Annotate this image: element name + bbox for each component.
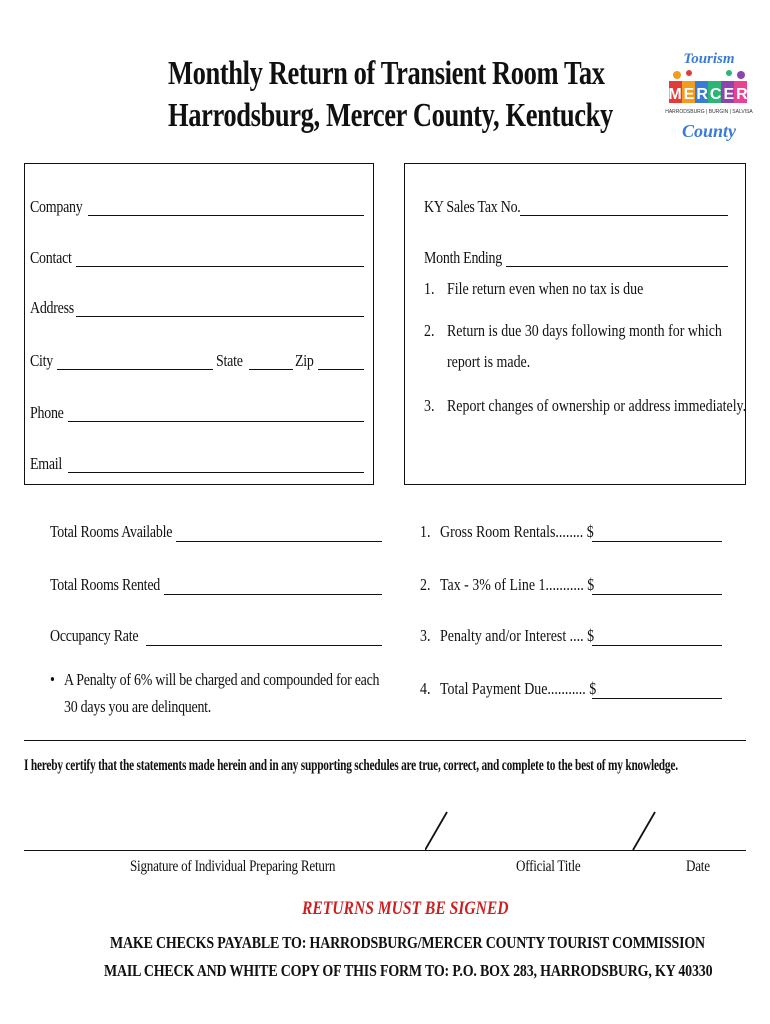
total-payment-due-label: Total Payment Due........... $ — [440, 679, 597, 698]
penalty-interest-field[interactable] — [592, 645, 722, 646]
returns-must-be-signed: RETURNS MUST BE SIGNED — [302, 898, 509, 919]
note-2-number: 2. — [424, 321, 435, 340]
email-label: Email — [30, 454, 63, 473]
penalty-note-line-2: 30 days you are delinquent. — [64, 697, 212, 716]
phone-label: Phone — [30, 403, 64, 422]
occupancy-rate-field[interactable] — [146, 645, 382, 646]
state-field[interactable] — [249, 369, 293, 370]
company-field[interactable] — [88, 215, 364, 216]
month-ending-field[interactable] — [506, 266, 728, 267]
company-label: Company — [30, 197, 83, 216]
title-line-1: Monthly Return of Transient Room Tax — [168, 55, 605, 92]
city-label: City — [30, 351, 54, 370]
title-line-2: Harrodsburg, Mercer County, Kentucky — [168, 97, 613, 134]
note-1-number: 1. — [424, 279, 435, 298]
phone-field[interactable] — [68, 421, 364, 422]
address-field[interactable] — [76, 316, 364, 317]
amount-2-number: 2. — [420, 575, 431, 594]
signature-slash-dividers — [425, 808, 665, 852]
signature-label: Signature of Individual Preparing Return — [130, 858, 336, 875]
penalty-note-line-1: A Penalty of 6% will be charged and compounded for each — [64, 670, 380, 689]
note-2-text: Return is due 30 days following month for which — [447, 321, 722, 340]
note-2-text-cont: report is made. — [447, 352, 531, 371]
total-rooms-rented-label: Total Rooms Rented — [50, 575, 160, 594]
note-3-number: 3. — [424, 396, 435, 415]
city-field[interactable] — [57, 369, 213, 370]
total-rooms-available-field[interactable] — [176, 541, 382, 542]
state-label: State — [216, 351, 243, 370]
total-rooms-available-label: Total Rooms Available — [50, 522, 173, 541]
address-label: Address — [30, 298, 74, 317]
total-payment-due-field[interactable] — [592, 698, 722, 699]
amount-4-number: 4. — [420, 679, 431, 698]
tax-field[interactable] — [592, 594, 722, 595]
gross-room-rentals-field[interactable] — [592, 541, 722, 542]
zip-field[interactable] — [318, 369, 364, 370]
amount-1-number: 1. — [420, 522, 431, 541]
official-title-label: Official Title — [516, 858, 581, 875]
tax-label: Tax - 3% of Line 1........... $ — [440, 575, 595, 594]
amount-3-number: 3. — [420, 626, 431, 645]
contact-label: Contact — [30, 248, 72, 267]
note-1-text: File return even when no tax is due — [447, 279, 644, 298]
contact-field[interactable] — [76, 266, 364, 267]
gross-room-rentals-label: Gross Room Rentals........ $ — [440, 522, 594, 541]
ky-sales-tax-label: KY Sales Tax No. — [424, 197, 521, 216]
occupancy-rate-label: Occupancy Rate — [50, 626, 139, 645]
ky-sales-tax-field[interactable] — [520, 215, 728, 216]
checks-payable-notice: MAKE CHECKS PAYABLE TO: HARRODSBURG/MERCER COUNTY TOURIST COMMISSION — [110, 933, 705, 952]
logo-tagline: HARRODSBURG | BURGIN | SALVISA — [665, 109, 753, 115]
mercer-county-tourism-logo — [665, 45, 753, 155]
zip-label: Zip — [295, 351, 314, 370]
logo-main-text: MERCER — [668, 86, 750, 103]
certification-statement: I hereby certify that the statements made herein and in any supporting schedules are true, correct, and complete to the best of my knowledge. — [24, 757, 678, 774]
logo-bottom-text: County — [681, 121, 737, 141]
date-label: Date — [686, 858, 710, 875]
total-rooms-rented-field[interactable] — [164, 594, 382, 595]
penalty-bullet: • — [50, 670, 55, 689]
email-field[interactable] — [68, 472, 364, 473]
note-3-text: Report changes of ownership or address immediately. — [447, 396, 747, 415]
penalty-interest-label: Penalty and/or Interest .... $ — [440, 626, 595, 645]
section-divider — [24, 740, 746, 741]
logo-top-text: Tourism — [683, 51, 735, 67]
mail-check-notice: MAIL CHECK AND WHITE COPY OF THIS FORM TO: P.O. BOX 283, HARRODSBURG, KY 40330 — [104, 961, 713, 980]
month-ending-label: Month Ending — [424, 248, 502, 267]
